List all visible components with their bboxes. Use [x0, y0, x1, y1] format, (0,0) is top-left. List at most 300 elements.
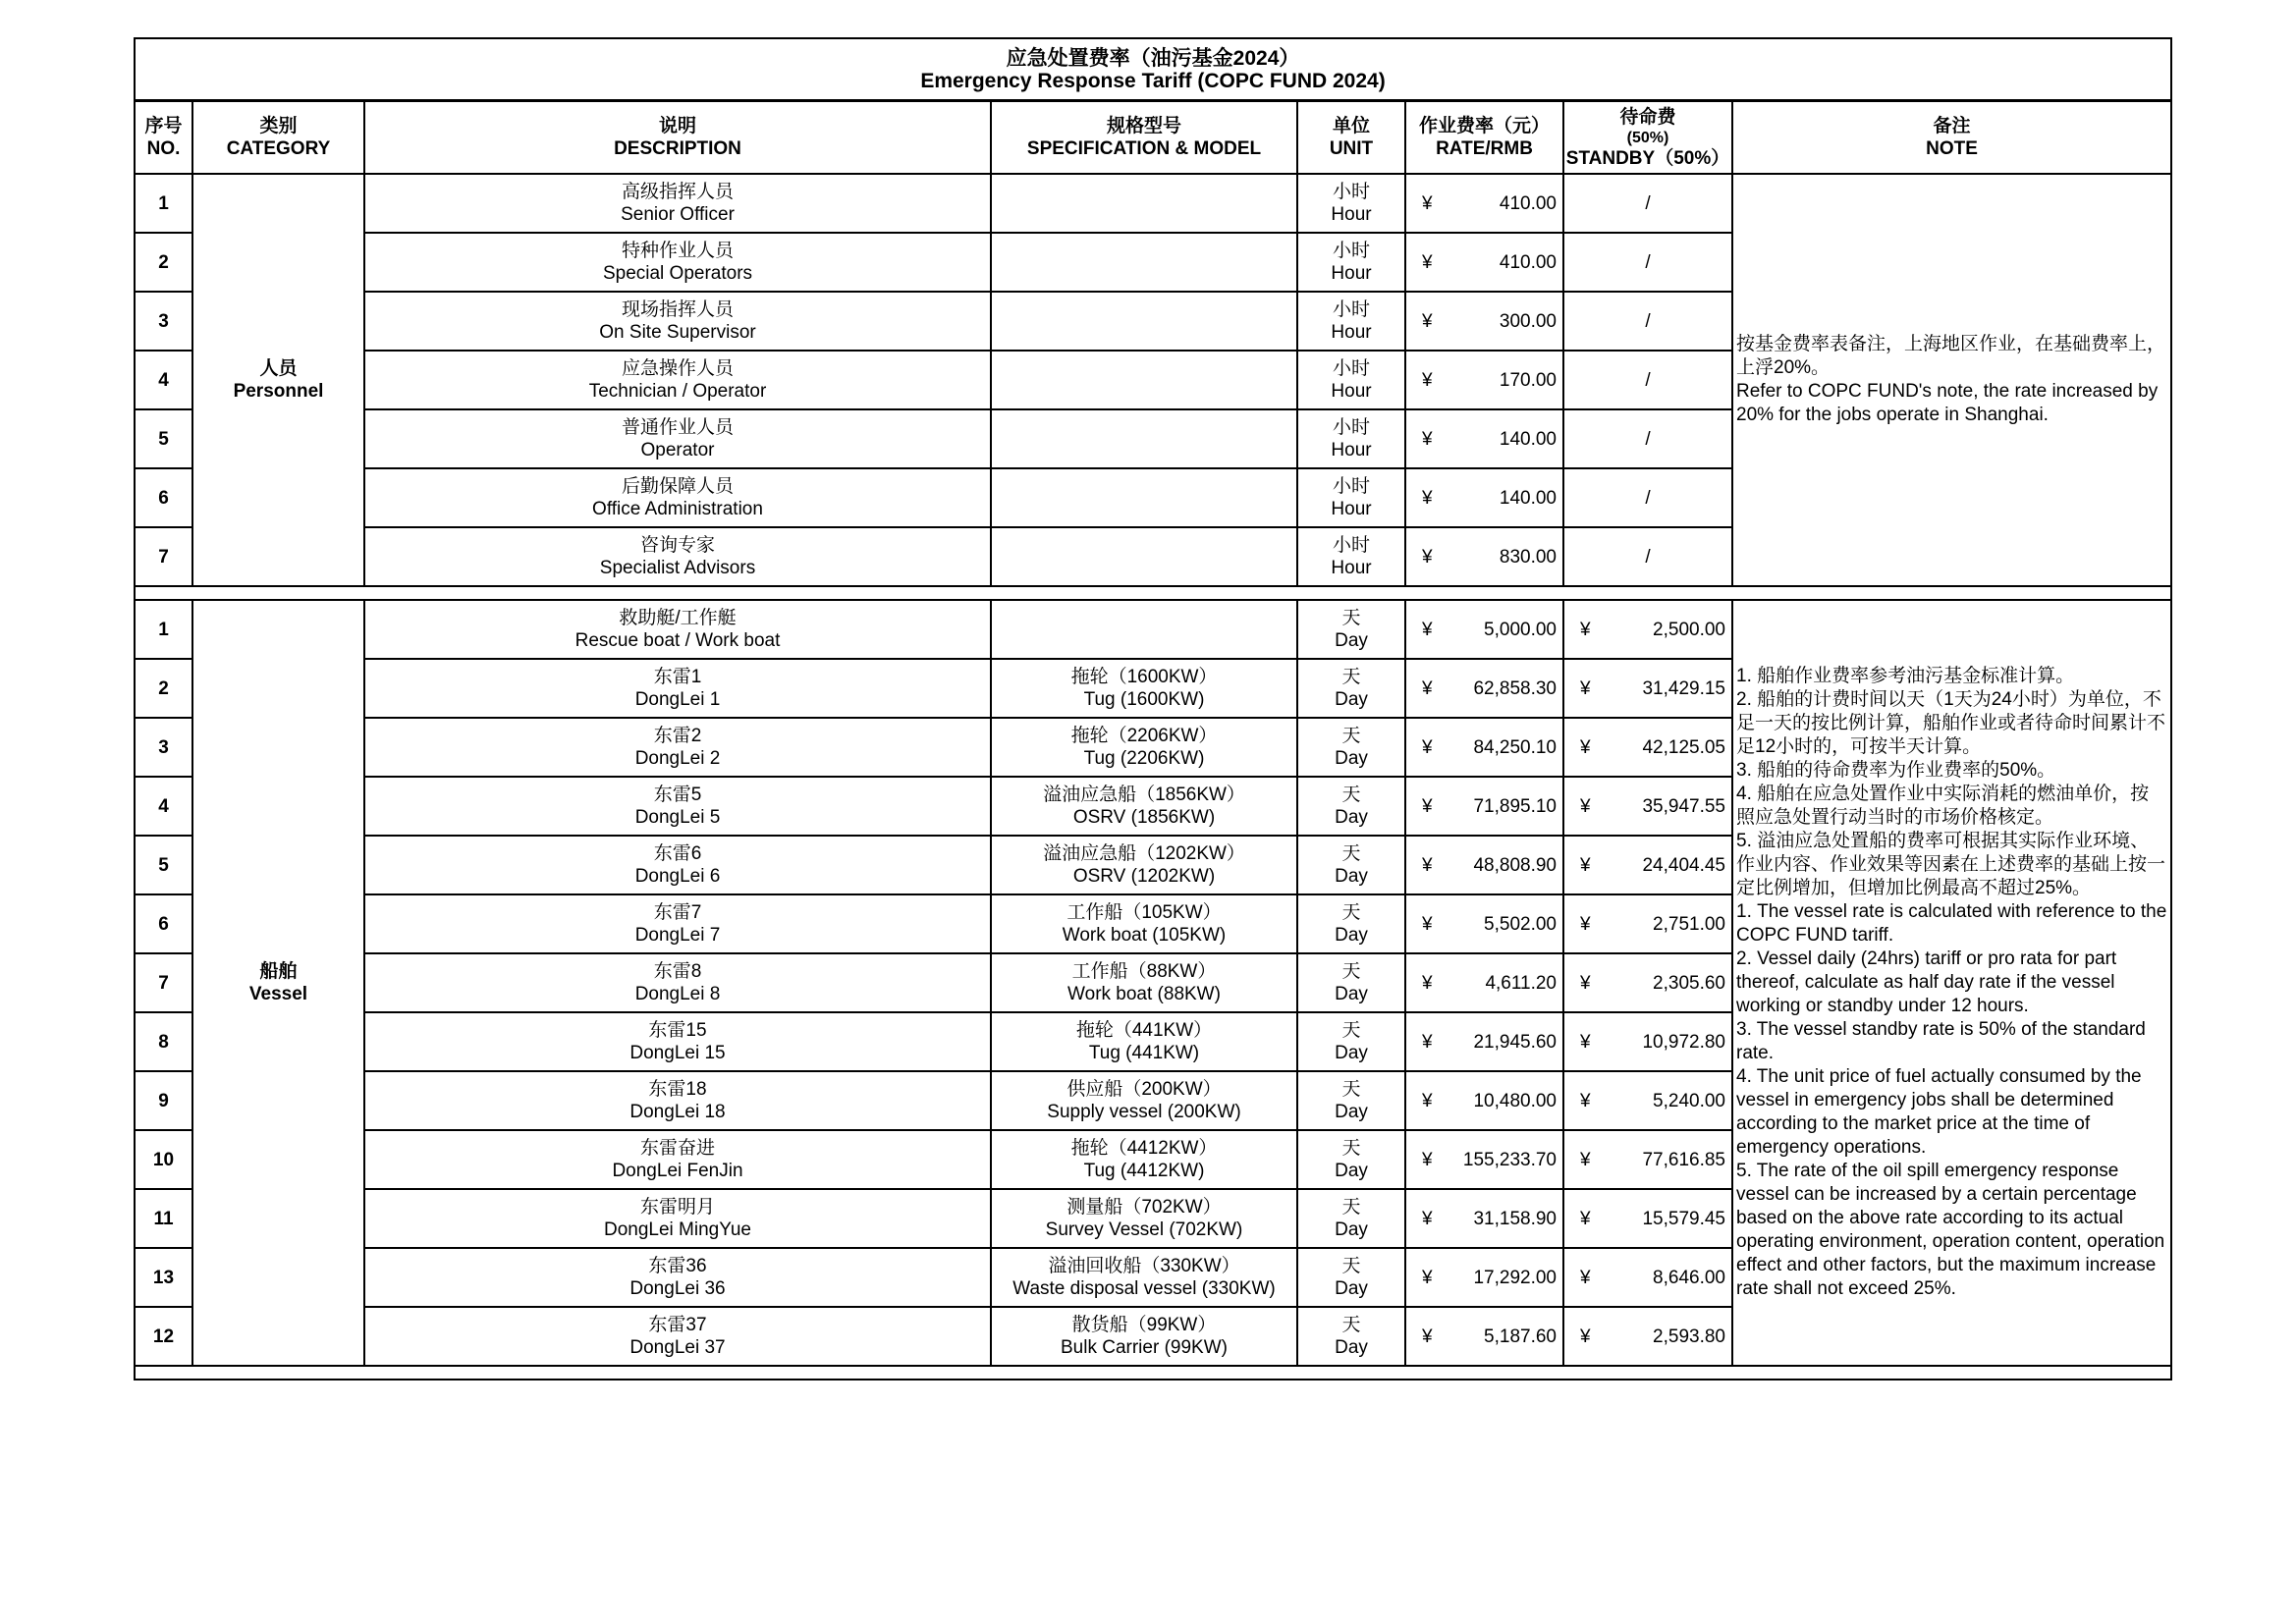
unit-zh: 天: [1341, 608, 1361, 628]
rate-cell: [1405, 233, 1563, 292]
row-number: 4: [135, 777, 192, 836]
unit-en: Day: [1335, 984, 1368, 1004]
rate-cell: [1405, 718, 1563, 777]
unit-cell: [1297, 351, 1405, 409]
rate-value: 4,611.20: [1485, 972, 1557, 994]
unit-en: Day: [1335, 1161, 1368, 1181]
note-text: 1. 船舶作业费率参考油污基金标准计算。 2. 船舶的计费时间以天（1天为24小时）为单位，不足一天的按比例计算，船舶作业或者待命时间累计不足12小时的，可按半天计算。 3. 船舶的待命费率为作业费率的50%。 4. 船舶在应急处置作业中实际消耗的燃油单价，按照应急处置行动当时的市场价格核定。 5. 溢油应急处置船的费率可根据其实际作业环境、作业内容、作业效果等因素在上述费率的基础上按一定比例增加，但增加比例最高不超过25%。 1. The vessel rate is calculated with reference to the COPC FUND tariff. 2. Vessel daily (24hrs) tariff or pro rata for part thereof, calculate as half day rate if the vessel working or standby under 12 hours. 3. The vessel standby rate is 50% of the standard rate. 4. The unit price of fuel actually consumed by the vessel in emergency jobs shall be determined according to the market price at the time of emergency operations. 5. The rate of the oil spill emergency response vessel can be increased by a certain percentage based on the above rate according to its actual operating environment, operation content, operation effect and other factors, but the maximum increase rate shall not exceed 25%.: [1736, 666, 2167, 1299]
standby-cell: [1563, 174, 1732, 233]
rate-cell: [1405, 600, 1563, 659]
rate-value: 410.00: [1499, 251, 1557, 273]
standby-cell: [1563, 718, 1732, 777]
spec-en: Tug (441KW): [1088, 1043, 1200, 1063]
vessel-note: [1732, 600, 2171, 1366]
description-en: Specialist Advisors: [599, 558, 756, 578]
unit-cell: [1297, 1189, 1405, 1248]
spec-en: Bulk Carrier (99KW): [1061, 1337, 1228, 1358]
rate-currency: ¥: [1422, 1149, 1433, 1170]
spec-zh: 溢油应急船（1202KW）: [1043, 843, 1245, 864]
rate-cell: [1405, 351, 1563, 409]
rate-cell: [1405, 1012, 1563, 1071]
rate-value: 5,502.00: [1484, 913, 1557, 935]
spec-zh: 散货船（99KW）: [1071, 1315, 1217, 1335]
unit-cell: [1297, 409, 1405, 468]
separator-cell: [135, 586, 2171, 600]
rate-cell: [1405, 468, 1563, 527]
description-en: DongLei MingYue: [604, 1219, 751, 1240]
spec-en: OSRV (1202KW): [1072, 866, 1216, 887]
description-zh: 后勤保障人员: [621, 476, 734, 497]
unit-cell: [1297, 1307, 1405, 1366]
title-zh: 应急处置费率（油污基金2024）: [1006, 46, 1300, 70]
description-zh: 东雷6: [653, 843, 702, 864]
standby-currency: ¥: [1580, 972, 1591, 994]
rate-value: 5,000.00: [1484, 619, 1557, 640]
unit-cell: [1297, 894, 1405, 953]
rate-currency: ¥: [1422, 619, 1433, 640]
row-number: 13: [135, 1248, 192, 1307]
category-cell: [192, 174, 364, 586]
rate-currency: ¥: [1422, 972, 1433, 994]
row-number: 7: [135, 953, 192, 1012]
category-en: Vessel: [248, 984, 308, 1004]
end-cell: [135, 1366, 2171, 1380]
rate-value: 140.00: [1499, 428, 1557, 450]
description-zh: 东雷奋进: [639, 1138, 715, 1159]
spec-zh: 工作船（88KW）: [1071, 961, 1217, 982]
row-number: 8: [135, 1012, 192, 1071]
description-en: Senior Officer: [621, 204, 735, 225]
row-number: 11: [135, 1189, 192, 1248]
rate-currency: ¥: [1422, 310, 1433, 332]
spec-cell: [991, 292, 1297, 351]
description-cell: [364, 894, 991, 953]
rate-cell: [1405, 659, 1563, 718]
rate-value: 140.00: [1499, 487, 1557, 509]
unit-en: Hour: [1331, 204, 1372, 225]
unit-zh: 天: [1341, 1079, 1361, 1100]
spec-en: Tug (2206KW): [1083, 748, 1205, 769]
description-cell: [364, 468, 991, 527]
rate-value: 62,858.30: [1473, 677, 1557, 699]
header-row: [135, 101, 2171, 175]
standby-value: 5,240.00: [1653, 1090, 1725, 1111]
spec-en: Waste disposal vessel (330KW): [1012, 1278, 1276, 1299]
spec-cell: [991, 1307, 1297, 1366]
description-en: DongLei 5: [634, 807, 721, 828]
description-zh: 东雷2: [653, 726, 702, 746]
rate-value: 5,187.60: [1484, 1326, 1557, 1347]
description-en: Operator: [640, 440, 715, 460]
rate-value: 10,480.00: [1473, 1090, 1557, 1111]
rate-cell: [1405, 836, 1563, 894]
standby-currency: ¥: [1580, 1326, 1591, 1347]
spec-cell: [991, 1189, 1297, 1248]
unit-zh: 天: [1341, 1315, 1361, 1335]
description-en: DongLei 36: [629, 1278, 726, 1299]
rate-cell: [1405, 777, 1563, 836]
description-cell: [364, 718, 991, 777]
description-zh: 特种作业人员: [621, 241, 734, 261]
rate-currency: ¥: [1422, 428, 1433, 450]
unit-zh: 天: [1341, 961, 1361, 982]
description-cell: [364, 953, 991, 1012]
row-number: 2: [135, 233, 192, 292]
row-number: 7: [135, 527, 192, 586]
rate-currency: ¥: [1422, 736, 1433, 758]
unit-zh: 天: [1341, 1020, 1361, 1041]
rate-currency: ¥: [1422, 1090, 1433, 1111]
description-en: DongLei 2: [634, 748, 721, 769]
spec-en: Work boat (105KW): [1062, 925, 1227, 946]
standby-value: 42,125.05: [1642, 736, 1725, 758]
standby-value: 35,947.55: [1642, 795, 1725, 817]
row-number: 2: [135, 659, 192, 718]
standby-cell: [1563, 1012, 1732, 1071]
standby-currency: ¥: [1580, 1031, 1591, 1053]
description-cell: [364, 174, 991, 233]
spec-cell: [991, 953, 1297, 1012]
unit-en: Day: [1335, 807, 1368, 828]
rate-cell: [1405, 1248, 1563, 1307]
row-number: 6: [135, 468, 192, 527]
standby-currency: ¥: [1580, 736, 1591, 758]
unit-zh: 天: [1341, 667, 1361, 687]
unit-en: Hour: [1331, 499, 1372, 519]
unit-zh: 小时: [1332, 358, 1370, 379]
standby-currency: ¥: [1580, 1149, 1591, 1170]
description-en: Technician / Operator: [588, 381, 767, 402]
unit-zh: 天: [1341, 843, 1361, 864]
row-number: 5: [135, 409, 192, 468]
unit-cell: [1297, 777, 1405, 836]
description-en: DongLei 7: [634, 925, 721, 946]
personnel-note: [1732, 174, 2171, 586]
unit-zh: 小时: [1332, 182, 1370, 202]
unit-en: Day: [1335, 1219, 1368, 1240]
unit-cell: [1297, 1130, 1405, 1189]
standby-currency: ¥: [1580, 1208, 1591, 1229]
row-number: 4: [135, 351, 192, 409]
unit-cell: [1297, 174, 1405, 233]
unit-en: Day: [1335, 630, 1368, 651]
spec-en: Tug (1600KW): [1083, 689, 1205, 710]
spec-cell: [991, 777, 1297, 836]
note-text: 按基金费率表备注，上海地区作业，在基础费率上，上浮20%。 Refer to COPC FUND's note, the rate increased by 20% for the jobs operate in Shanghai.: [1736, 334, 2166, 425]
category-en: Personnel: [233, 381, 324, 402]
description-zh: 东雷18: [648, 1079, 707, 1100]
rate-value: 300.00: [1499, 310, 1557, 332]
spec-zh: 测量船（702KW）: [1066, 1197, 1222, 1218]
description-en: DongLei FenJin: [612, 1161, 743, 1181]
rate-value: 84,250.10: [1473, 736, 1557, 758]
row-number: 10: [135, 1130, 192, 1189]
rate-value: 155,233.70: [1462, 1149, 1557, 1170]
description-zh: 东雷5: [653, 785, 702, 805]
description-cell: [364, 1189, 991, 1248]
row-number: 3: [135, 718, 192, 777]
standby-value: 10,972.80: [1642, 1031, 1725, 1053]
description-en: On Site Supervisor: [599, 322, 756, 343]
header-no: 序号 NO.: [135, 101, 192, 175]
standby-value: /: [1645, 251, 1651, 273]
spec-cell: [991, 351, 1297, 409]
spec-cell: [991, 1071, 1297, 1130]
description-zh: 应急操作人员: [621, 358, 734, 379]
spec-zh: 拖轮（441KW）: [1075, 1020, 1213, 1041]
title-en: Emergency Response Tariff (COPC FUND 2024): [920, 69, 1386, 92]
row-number: 3: [135, 292, 192, 351]
rate-currency: ¥: [1422, 1326, 1433, 1347]
title-row: [135, 38, 2171, 101]
spec-cell: [991, 174, 1297, 233]
rate-value: 170.00: [1499, 369, 1557, 391]
section-separator: [135, 586, 2171, 600]
standby-cell: [1563, 409, 1732, 468]
unit-cell: [1297, 527, 1405, 586]
spec-cell: [991, 468, 1297, 527]
unit-en: Day: [1335, 689, 1368, 710]
standby-value: /: [1645, 428, 1651, 450]
standby-value: /: [1645, 192, 1651, 214]
standby-cell: [1563, 1307, 1732, 1366]
category-zh: 船舶: [259, 961, 298, 982]
unit-zh: 小时: [1332, 241, 1370, 261]
standby-currency: ¥: [1580, 1090, 1591, 1111]
unit-en: Hour: [1331, 322, 1372, 343]
rate-value: 830.00: [1499, 546, 1557, 568]
description-en: DongLei 18: [629, 1102, 726, 1122]
standby-value: 24,404.45: [1642, 854, 1725, 876]
spec-cell: [991, 1130, 1297, 1189]
unit-cell: [1297, 718, 1405, 777]
table-row: [135, 174, 2171, 233]
rate-currency: ¥: [1422, 677, 1433, 699]
description-cell: [364, 1307, 991, 1366]
description-zh: 东雷1: [653, 667, 702, 687]
spec-cell: [991, 659, 1297, 718]
row-number: 9: [135, 1071, 192, 1130]
description-en: DongLei 8: [634, 984, 721, 1004]
description-cell: [364, 527, 991, 586]
spec-en: Work boat (88KW): [1067, 984, 1221, 1004]
rate-cell: [1405, 174, 1563, 233]
rate-value: 21,945.60: [1473, 1031, 1557, 1053]
description-zh: 东雷明月: [639, 1197, 715, 1218]
description-en: DongLei 6: [634, 866, 721, 887]
spec-en: Tug (4412KW): [1083, 1161, 1205, 1181]
tariff-table: [134, 37, 2172, 1380]
description-cell: [364, 1012, 991, 1071]
description-zh: 救助艇/工作艇: [619, 608, 737, 628]
unit-en: Day: [1335, 866, 1368, 887]
rate-currency: ¥: [1422, 1031, 1433, 1053]
spec-en: OSRV (1856KW): [1072, 807, 1216, 828]
standby-value: 31,429.15: [1642, 677, 1725, 699]
spec-zh: 溢油应急船（1856KW）: [1043, 785, 1245, 805]
description-cell: [364, 351, 991, 409]
standby-cell: [1563, 600, 1732, 659]
standby-value: 2,593.80: [1653, 1326, 1725, 1347]
rate-cell: [1405, 953, 1563, 1012]
standby-cell: [1563, 351, 1732, 409]
unit-en: Day: [1335, 748, 1368, 769]
unit-cell: [1297, 1248, 1405, 1307]
unit-en: Day: [1335, 1043, 1368, 1063]
standby-cell: [1563, 1130, 1732, 1189]
rate-currency: ¥: [1422, 251, 1433, 273]
row-number: 5: [135, 836, 192, 894]
table-title: [135, 38, 2171, 101]
description-zh: 东雷37: [648, 1315, 707, 1335]
rate-value: 31,158.90: [1473, 1208, 1557, 1229]
rate-currency: ¥: [1422, 913, 1433, 935]
spec-zh: 拖轮（1600KW）: [1070, 667, 1218, 687]
unit-en: Hour: [1331, 381, 1372, 402]
unit-zh: 小时: [1332, 417, 1370, 438]
table-end-row: [135, 1366, 2171, 1380]
spec-zh: 溢油回收船（330KW）: [1048, 1256, 1240, 1276]
spec-cell: [991, 894, 1297, 953]
unit-cell: [1297, 836, 1405, 894]
unit-en: Day: [1335, 1102, 1368, 1122]
unit-cell: [1297, 233, 1405, 292]
unit-zh: 天: [1341, 785, 1361, 805]
description-cell: [364, 600, 991, 659]
standby-value: 77,616.85: [1642, 1149, 1725, 1170]
unit-zh: 小时: [1332, 476, 1370, 497]
rate-cell: [1405, 1130, 1563, 1189]
unit-zh: 天: [1341, 902, 1361, 923]
rate-currency: ¥: [1422, 487, 1433, 509]
unit-zh: 天: [1341, 1197, 1361, 1218]
standby-value: /: [1645, 310, 1651, 332]
rate-currency: ¥: [1422, 1267, 1433, 1288]
unit-en: Day: [1335, 1337, 1368, 1358]
unit-zh: 天: [1341, 1256, 1361, 1276]
standby-cell: [1563, 777, 1732, 836]
description-en: Special Operators: [602, 263, 753, 284]
spec-cell: [991, 718, 1297, 777]
tariff-sheet: [134, 37, 2170, 1380]
description-zh: 高级指挥人员: [621, 182, 734, 202]
description-en: Rescue boat / Work boat: [574, 630, 781, 651]
standby-value: 2,305.60: [1653, 972, 1725, 994]
spec-cell: [991, 1012, 1297, 1071]
unit-cell: [1297, 292, 1405, 351]
rate-cell: [1405, 409, 1563, 468]
standby-cell: [1563, 1189, 1732, 1248]
rate-currency: ¥: [1422, 1208, 1433, 1229]
description-cell: [364, 1071, 991, 1130]
spec-zh: 供应船（200KW）: [1066, 1079, 1222, 1100]
standby-cell: [1563, 836, 1732, 894]
standby-value: /: [1645, 369, 1651, 391]
header-unit: 单位 UNIT: [1297, 101, 1405, 175]
rate-cell: [1405, 527, 1563, 586]
unit-cell: [1297, 1071, 1405, 1130]
unit-zh: 天: [1341, 726, 1361, 746]
standby-value: /: [1645, 487, 1651, 509]
spec-zh: 工作船（105KW）: [1066, 902, 1222, 923]
row-number: 1: [135, 174, 192, 233]
description-zh: 东雷15: [648, 1020, 707, 1041]
standby-currency: ¥: [1580, 795, 1591, 817]
header-spec: 规格型号 SPECIFICATION & MODEL: [991, 101, 1297, 175]
description-zh: 东雷36: [648, 1256, 707, 1276]
header-description: 说明 DESCRIPTION: [364, 101, 991, 175]
rate-cell: [1405, 1071, 1563, 1130]
spec-cell: [991, 600, 1297, 659]
rate-cell: [1405, 1189, 1563, 1248]
rate-currency: ¥: [1422, 546, 1433, 568]
category-cell: [192, 600, 364, 1366]
spec-zh: 拖轮（4412KW）: [1070, 1138, 1218, 1159]
unit-cell: [1297, 468, 1405, 527]
standby-cell: [1563, 953, 1732, 1012]
description-cell: [364, 777, 991, 836]
row-number: 6: [135, 894, 192, 953]
unit-en: Day: [1335, 925, 1368, 946]
unit-zh: 小时: [1332, 535, 1370, 556]
unit-en: Day: [1335, 1278, 1368, 1299]
spec-cell: [991, 233, 1297, 292]
rate-currency: ¥: [1422, 854, 1433, 876]
rate-cell: [1405, 1307, 1563, 1366]
standby-currency: ¥: [1580, 913, 1591, 935]
header-standby: 待命费 (50%) STANDBY（50%）: [1563, 101, 1732, 175]
unit-en: Hour: [1331, 440, 1372, 460]
header-note: 备注 NOTE: [1732, 101, 2171, 175]
standby-cell: [1563, 1248, 1732, 1307]
row-number: 1: [135, 600, 192, 659]
rate-cell: [1405, 292, 1563, 351]
rate-cell: [1405, 894, 1563, 953]
header-category: 类别 CATEGORY: [192, 101, 364, 175]
category-zh: 人员: [259, 358, 298, 379]
description-en: DongLei 1: [634, 689, 721, 710]
standby-value: 2,500.00: [1653, 619, 1725, 640]
rate-value: 17,292.00: [1473, 1267, 1557, 1288]
standby-currency: ¥: [1580, 619, 1591, 640]
standby-cell: [1563, 1071, 1732, 1130]
description-cell: [364, 233, 991, 292]
standby-cell: [1563, 894, 1732, 953]
description-zh: 普通作业人员: [621, 417, 734, 438]
table-row: [135, 600, 2171, 659]
standby-currency: ¥: [1580, 854, 1591, 876]
standby-cell: [1563, 659, 1732, 718]
unit-cell: [1297, 953, 1405, 1012]
unit-en: Hour: [1331, 263, 1372, 284]
standby-value: 8,646.00: [1653, 1267, 1725, 1288]
description-en: DongLei 37: [629, 1337, 726, 1358]
spec-cell: [991, 836, 1297, 894]
rate-value: 410.00: [1499, 192, 1557, 214]
description-cell: [364, 1248, 991, 1307]
rate-currency: ¥: [1422, 369, 1433, 391]
description-zh: 东雷8: [653, 961, 702, 982]
unit-cell: [1297, 1012, 1405, 1071]
rate-currency: ¥: [1422, 192, 1433, 214]
description-cell: [364, 409, 991, 468]
rate-value: 71,895.10: [1473, 795, 1557, 817]
description-zh: 东雷7: [653, 902, 702, 923]
spec-cell: [991, 527, 1297, 586]
unit-zh: 天: [1341, 1138, 1361, 1159]
description-en: Office Administration: [592, 499, 763, 519]
standby-cell: [1563, 233, 1732, 292]
